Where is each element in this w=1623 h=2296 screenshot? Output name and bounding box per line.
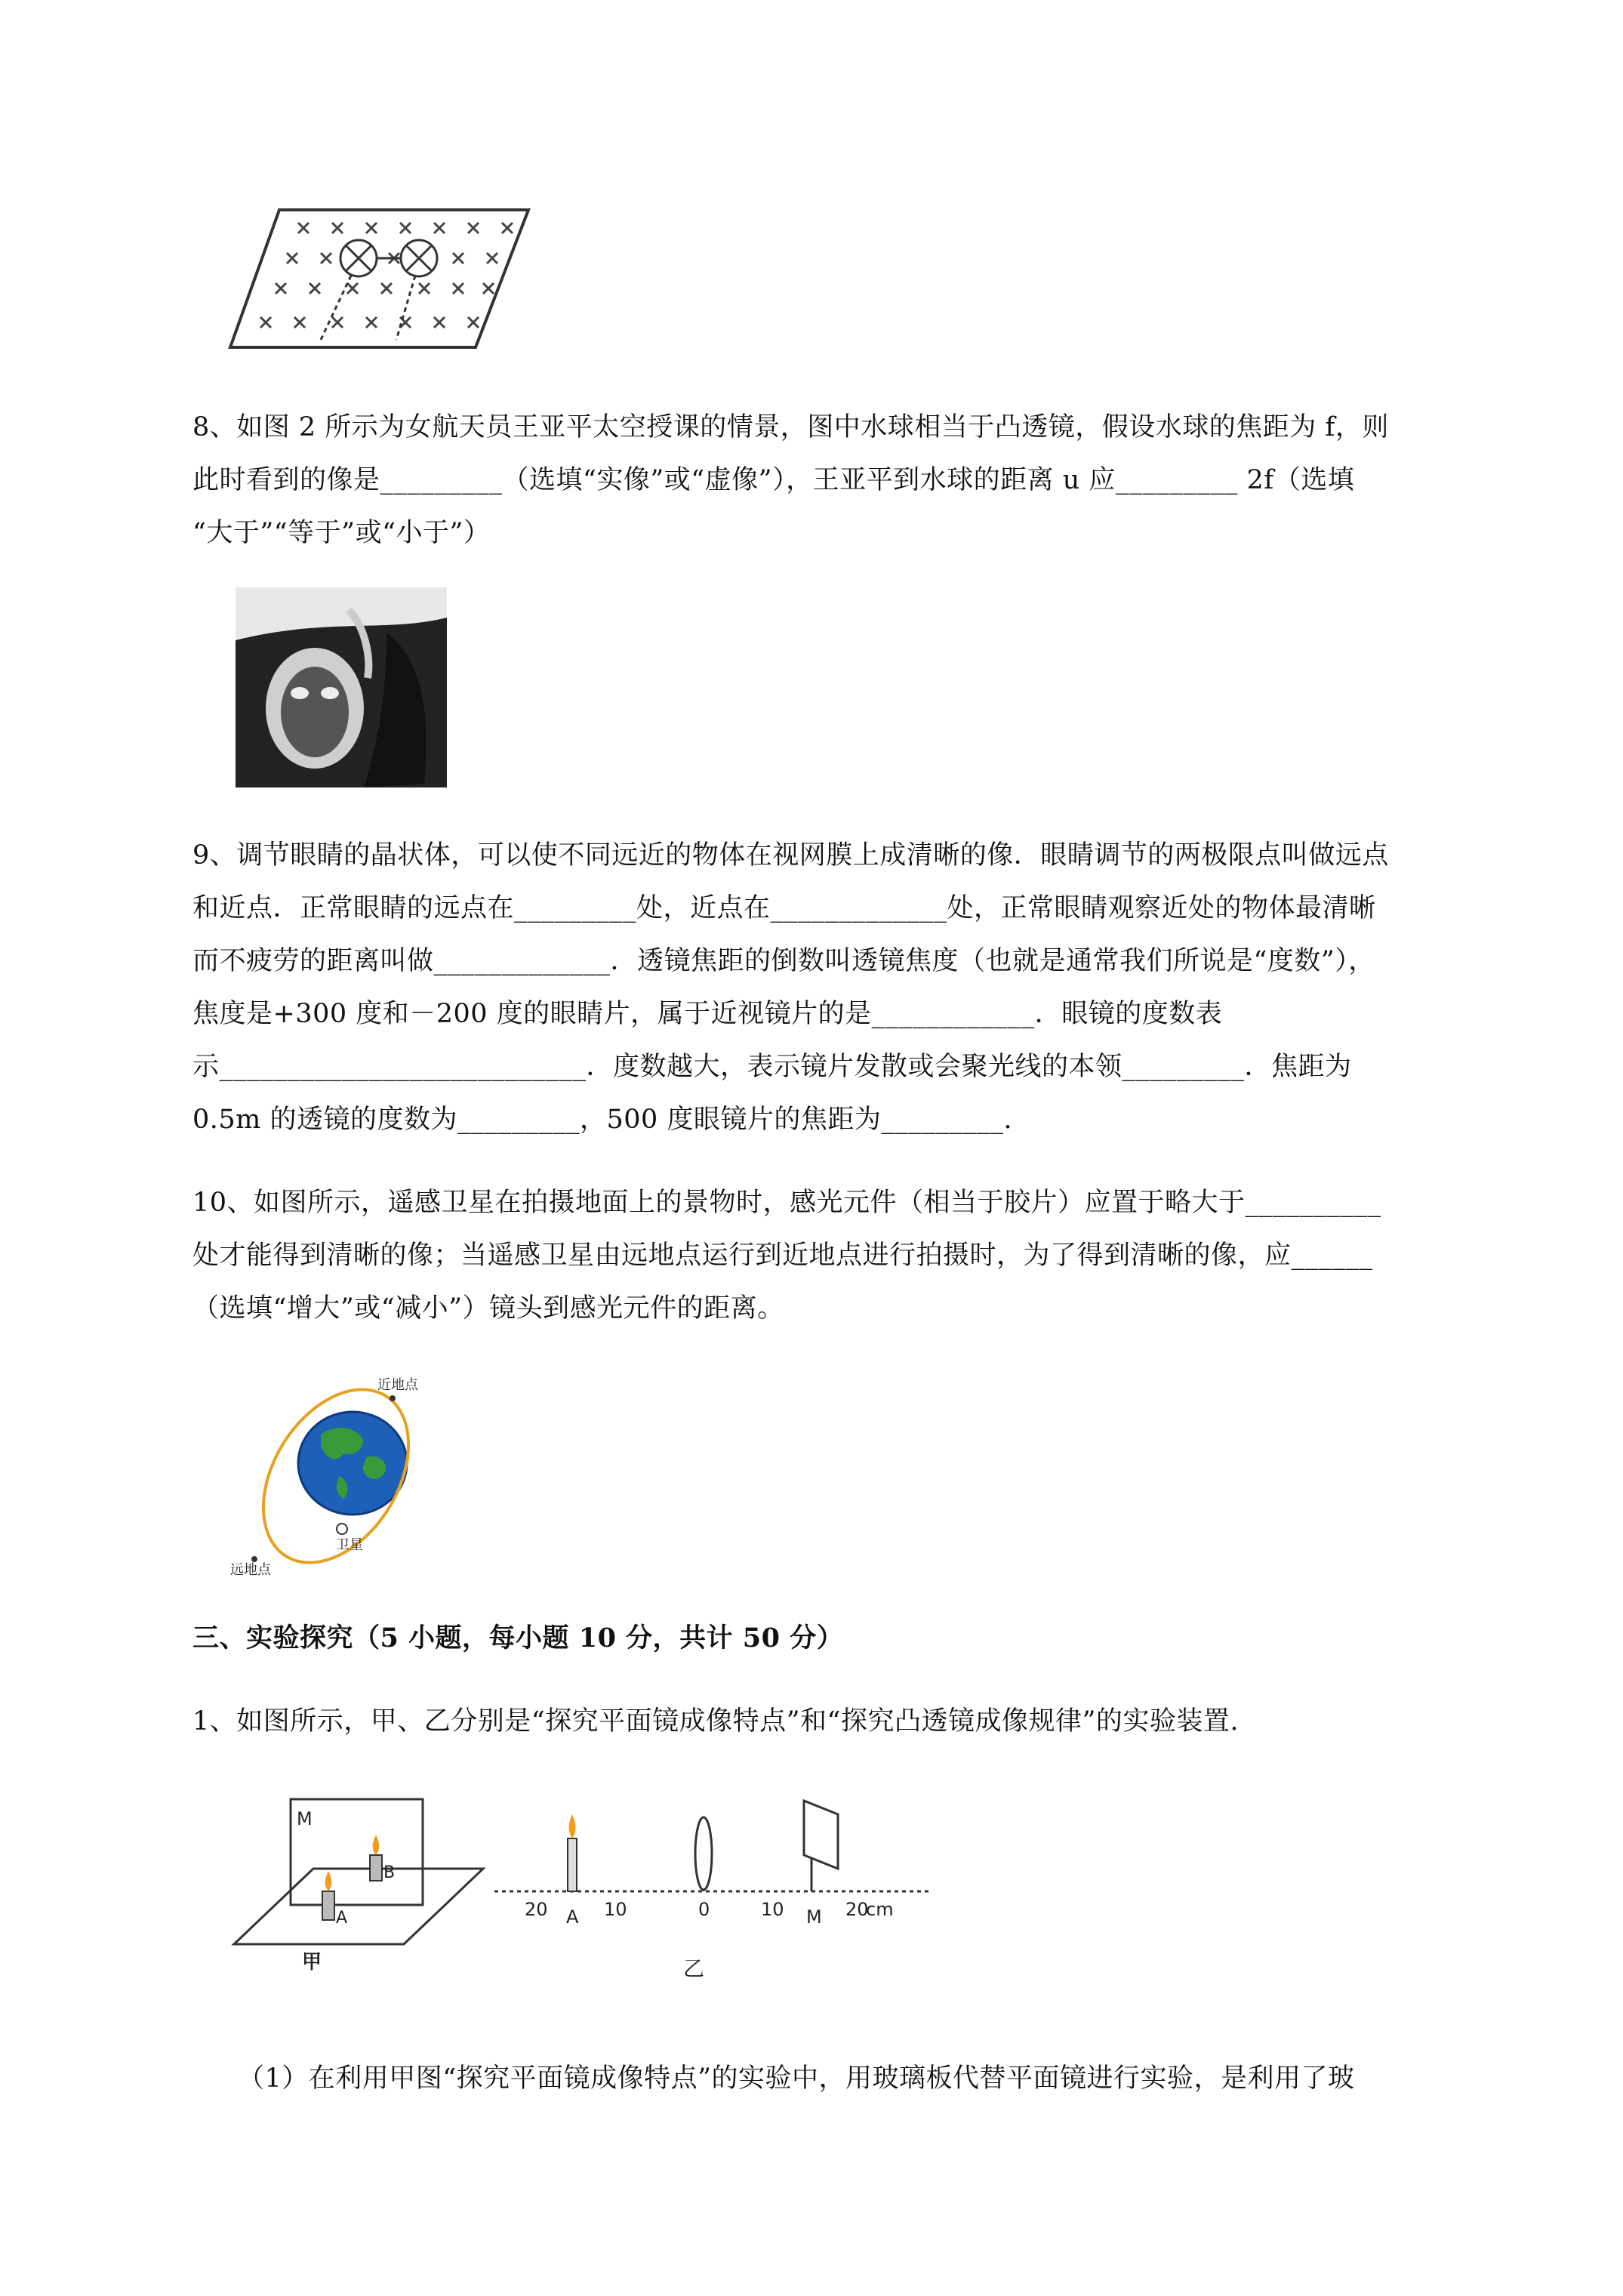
exp1-line-1: 1、如图所示，甲、乙分别是“探究平面镜成像特点”和“探究凸透镜成像规律”的实验装置. (192, 1706, 1239, 1737)
candle-b-label: B (383, 1863, 396, 1882)
unit-label: cm (866, 1899, 894, 1920)
tick-label-10-left: 10 (604, 1899, 627, 1920)
q8-line-1: 8、如图 2 所示为女航天员王亚平太空授课的情景，图中水球相当于凸透镜，假设水球的焦距为 f，则 (192, 412, 1389, 442)
q9-line-6: 0.5m 的透镜的度数为_________，500 度眼镜片的焦距为_________. (192, 1105, 1013, 1135)
figure-yi-caption: 乙 (683, 1956, 705, 1981)
far-point-label: 远地点 (230, 1562, 271, 1578)
candle-a-position-label: A (566, 1906, 579, 1928)
tick-label-20-left: 20 (525, 1899, 548, 1920)
figure-jia-caption: 甲 (302, 1951, 322, 1971)
mirror-label-m: M (297, 1808, 313, 1829)
optical-bench-figure (491, 1786, 929, 1989)
section-3-heading: 三、实验探究（5 小题，每小题 10 分，共计 50 分） (192, 1623, 844, 1653)
q10-line-2: 处才能得到清晰的像；当遥感卫星由远地点运行到近地点进行拍摄时，为了得到清晰的像，应______ (192, 1240, 1373, 1271)
magnetic-field-figure (226, 204, 544, 355)
near-point-label: 近地点 (377, 1377, 418, 1393)
q8-line-2: 此时看到的像是_________（选填“实像”或“虚像”），王亚平到水球的距离 u 应_________ 2f（选填 (192, 465, 1355, 495)
candle-a-label: A (336, 1909, 348, 1928)
tick-label-0: 0 (698, 1899, 710, 1920)
astronaut-photo (236, 587, 447, 787)
exp1-subquestion-1: （1）在利用甲图“探究平面镜成像特点”的实验中，用玻璃板代替平面镜进行实验，是利用了玻 (238, 2063, 1355, 2094)
q9-line-3: 而不疲劳的距离叫做_____________．透镜焦距的倒数叫透镜焦度（也就是通常我们所说是“度数”）， (192, 946, 1375, 976)
q10-line-3: （选填“增大”或“减小”）镜头到感光元件的距离。 (192, 1293, 784, 1324)
screen-position-label: M (806, 1906, 822, 1928)
tick-label-10-right: 10 (761, 1899, 784, 1920)
q8-line-3: “大于”“等于”或“小于”） (192, 518, 491, 548)
q9-line-2: 和近点．正常眼睛的远点在_________处，近点在_____________处，正常眼睛观察近处的物体最清晰 (192, 893, 1376, 923)
q10-line-1: 10、如图所示，遥感卫星在拍摄地面上的景物时，感光元件（相当于胶片）应置于略大于__________ (192, 1188, 1381, 1218)
q9-line-1: 9、调节眼睛的晶状体，可以使不同远近的物体在视网膜上成清晰的像．眼睛调节的两极限点叫做远点 (192, 840, 1389, 871)
q9-line-5: 示___________________________．度数越大，表示镜片发散或会聚光线的本领_________．焦距为 (192, 1052, 1352, 1082)
satellite-label: 卫星 (336, 1537, 363, 1553)
q9-line-4: 焦度是+300 度和－200 度的眼睛片，属于近视镜片的是____________．眼镜的度数表 (192, 999, 1223, 1029)
plane-mirror-figure (230, 1793, 487, 1971)
tick-label-20-right: 20 (845, 1899, 869, 1920)
satellite-orbit-figure (223, 1374, 442, 1578)
